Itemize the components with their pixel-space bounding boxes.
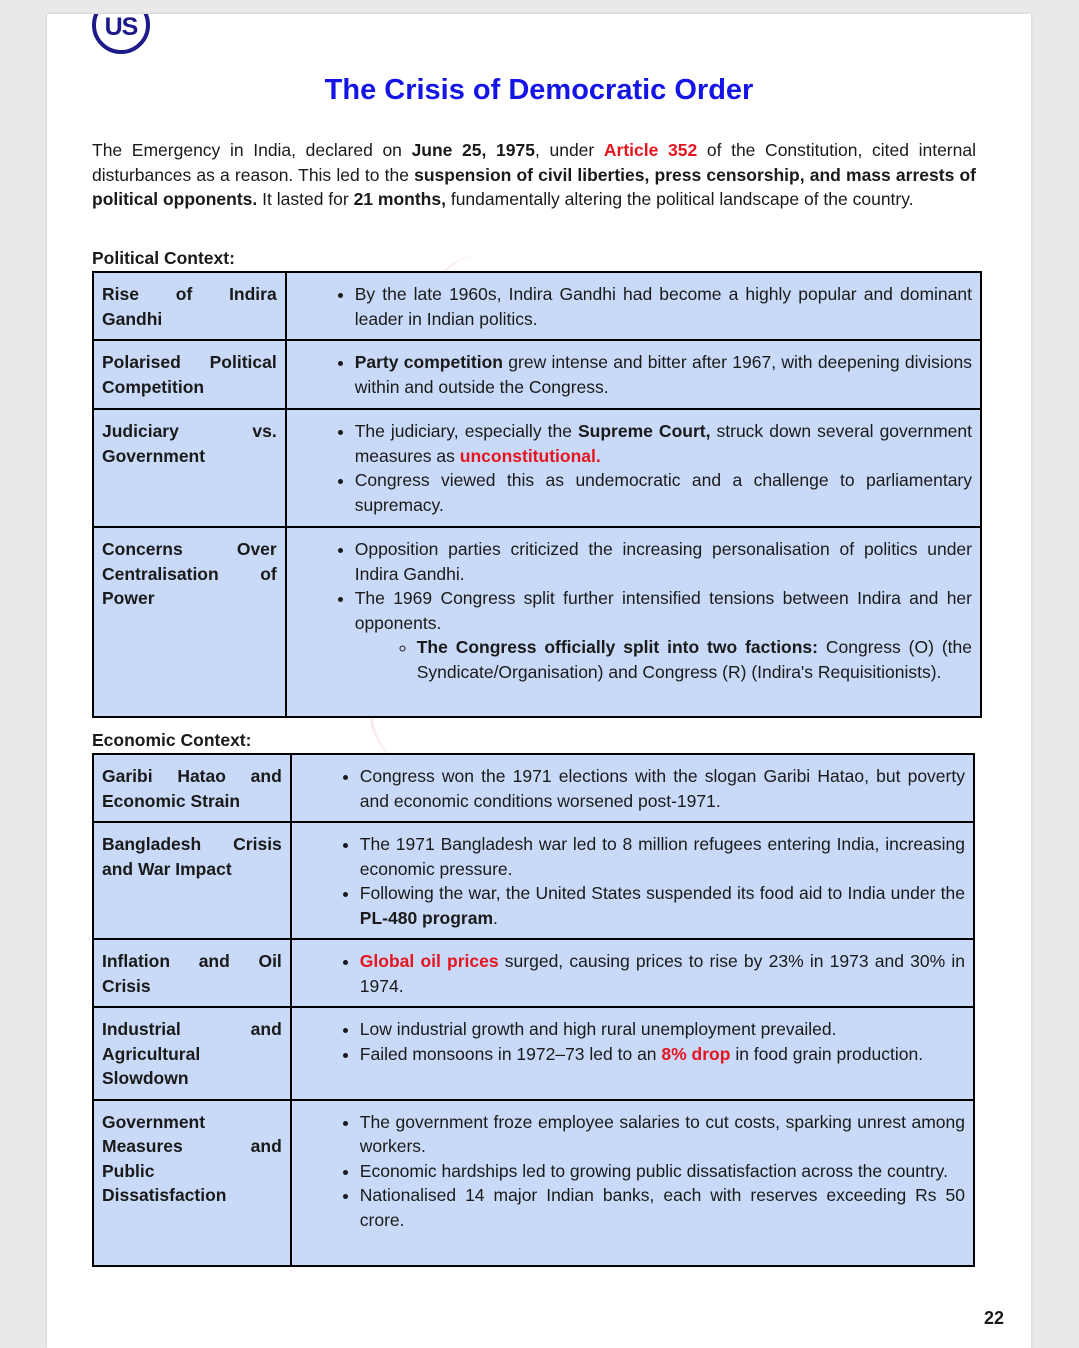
row-heading: Bangladesh Crisis and War Impact [93, 822, 291, 939]
page-title: The Crisis of Democratic Order [324, 74, 754, 106]
document-page [47, 14, 1031, 1348]
list-item: • The judiciary, especially the Supreme Court, struck down several government measures as unconstitutional. [355, 419, 972, 468]
list-item: • Congress won the 1971 elections with the slogan Garibi Hatao, but poverty and economic conditions worsened post-1971. [360, 764, 965, 813]
list-item: • Party competition grew intense and bitter after 1967, with deepening divisions within and outside the Congress. [355, 350, 972, 399]
list-item: • Global oil prices surged, causing prices to rise by 23% in 1973 and 30% in 1974. [360, 949, 965, 998]
table-row [93, 1007, 974, 1100]
table-row [93, 527, 981, 717]
row-heading: Garibi Hatao and Economic Strain [93, 754, 291, 822]
table-row [93, 754, 974, 822]
list-item: • The government froze employee salaries to cut costs, sparking unrest among workers. [360, 1110, 965, 1159]
list-item: • Failed monsoons in 1972–73 led to an 8% drop in food grain production. [360, 1042, 965, 1067]
brand-logo [92, 14, 150, 54]
list-item: • The 1971 Bangladesh war led to 8 million refugees entering India, increasing economic pressure. [360, 832, 965, 881]
economic-context-label: Economic Context: [92, 730, 252, 750]
table-row [93, 340, 981, 409]
intro-paragraph: The Emergency in India, declared on June 25, 1975, under Article 352 of the Constitution, cited internal disturbances as a reason. This led to the suspension of civil liberties, press censorship, and mass arrests of political opponents. It lasted for 21 months, fundamentally altering the political landscape of the country. [92, 140, 976, 209]
row-heading: Concerns Over Centralisation of Power [93, 527, 286, 717]
row-heading: Industrial and Agricultural Slowdown [93, 1007, 291, 1100]
row-heading: Government Measures and Public Dissatisfaction [93, 1100, 291, 1266]
political-context-label: Political Context: [92, 248, 235, 268]
table-row [93, 409, 981, 527]
table-row [93, 822, 974, 939]
list-item: • Low industrial growth and high rural unemployment prevailed. [360, 1017, 965, 1042]
table-row [93, 939, 974, 1007]
list-item: • By the late 1960s, Indira Gandhi had become a highly popular and dominant leader in Indian politics. [355, 282, 972, 331]
row-heading: Polarised Political Competition [93, 340, 286, 409]
row-heading: Inflation and Oil Crisis [93, 939, 291, 1007]
sub-list-item: ◦ The Congress officially split into two factions: Congress (O) (the Syndicate/Organisation) and Congress (R) (Indira's Requisitionists). [417, 635, 972, 684]
list-item: • The 1969 Congress split further intensified tensions between Indira and her opponents. ◦ The Congress officially split into two factions: Congress (O) (the Syndicate/Organisation) and Congress (R) (Indira's Requisitionists). [355, 586, 972, 684]
list-item: • Opposition parties criticized the increasing personalisation of politics under Indira Gandhi. [355, 537, 972, 586]
list-item: • Nationalised 14 major Indian banks, each with reserves exceeding Rs 50 crore. [360, 1183, 965, 1232]
table-row [93, 1100, 974, 1266]
list-item: • Congress viewed this as undemocratic and a challenge to parliamentary supremacy. [355, 468, 972, 517]
economic-context-table [92, 753, 975, 1267]
page-number: 22 [983, 1308, 1004, 1328]
row-heading: Judiciary vs. Government [93, 409, 286, 527]
row-heading: Rise of Indira Gandhi [93, 272, 286, 340]
list-item: • Following the war, the United States suspended its food aid to India under the PL-480 program. [360, 881, 965, 930]
logo-text: US [104, 14, 138, 41]
political-context-table [92, 271, 982, 718]
table-row [93, 272, 981, 340]
list-item: • Economic hardships led to growing public dissatisfaction across the country. [360, 1159, 965, 1184]
